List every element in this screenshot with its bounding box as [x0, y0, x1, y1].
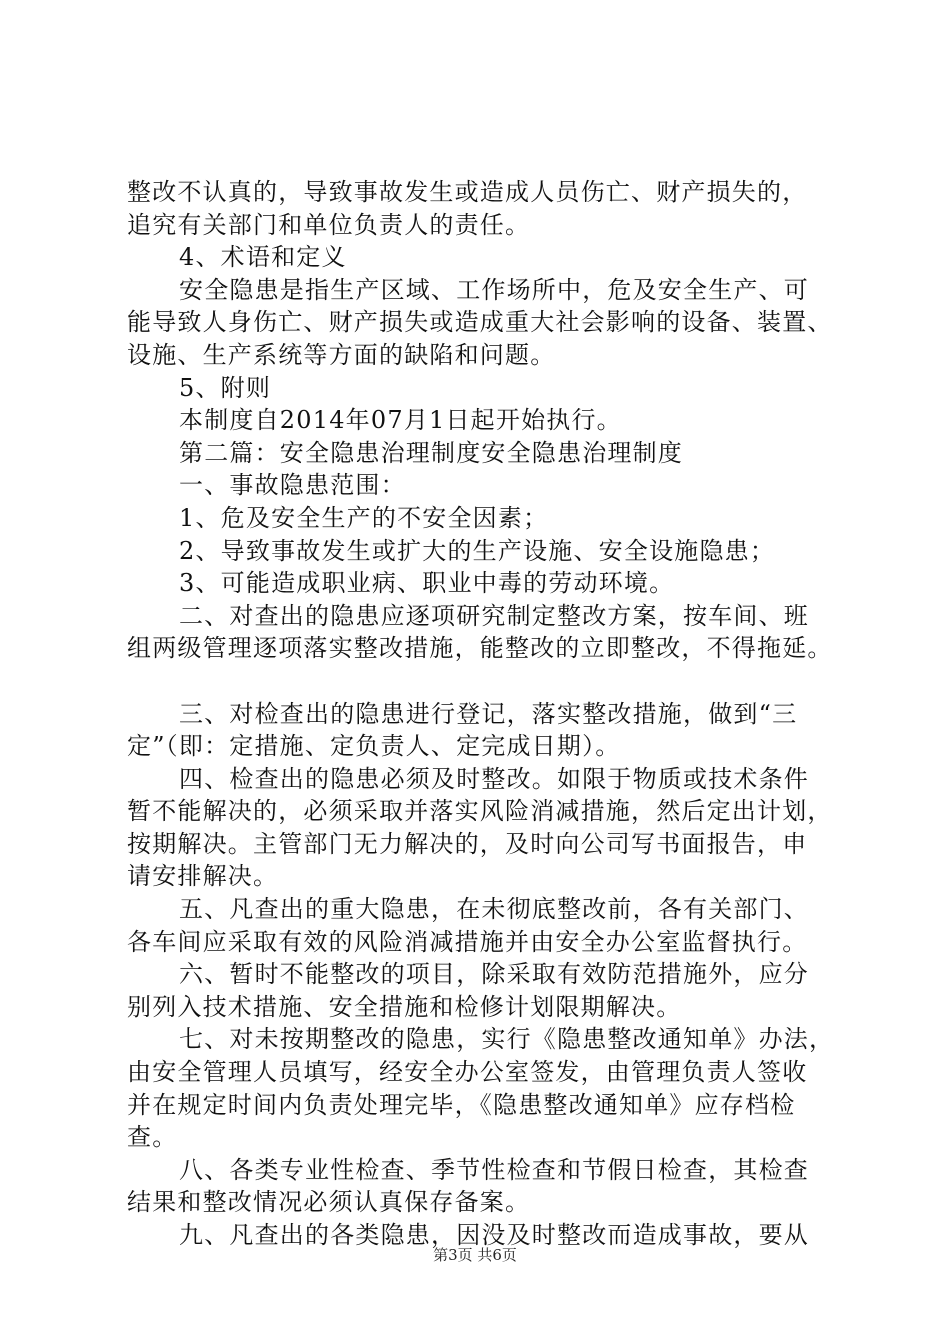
text-line: 八、各类专业性检查、季节性检查和节假日检查，其检查 [179, 1155, 809, 1184]
text-line: 5、附则 [179, 373, 272, 402]
text-line: 安全隐患是指生产区域、工作场所中，危及安全生产、可 [179, 275, 809, 304]
text-line: 二、对查出的隐患应逐项研究制定整改方案，按车间、班 [179, 601, 809, 630]
text-line: 4、术语和定义 [179, 243, 347, 272]
text-line: 能导致人身伤亡、财产损失或造成重大社会影响的设备、装置、 [127, 308, 833, 337]
text-line: 请安排解决。 [127, 862, 279, 891]
text-line: 2、导致事故发生或扩大的生产设施、安全设施隐患； [179, 536, 776, 565]
text-line: 三、对检查出的隐患进行登记，落实整改措施，做到“三 [179, 699, 798, 728]
text-line: 暂不能解决的，必须采取并落实风险消减措施，然后定出计划， [127, 797, 833, 826]
text-line: 按期解决。主管部门无力解决的，及时向公司写书面报告，申 [127, 829, 808, 858]
text-line: 设施、生产系统等方面的缺陷和问题。 [127, 340, 556, 369]
text-line: 由安全管理人员填写，经安全办公室签发，由管理负责人签收 [127, 1058, 808, 1087]
text-line: 整改不认真的，导致事故发生或造成人员伤亡、财产损失的， [127, 178, 808, 206]
document-body [127, 176, 847, 1252]
text-line: 并在规定时间内负责处理完毕，《隐患整改通知单》应存档检 [127, 1090, 796, 1119]
text-line: 别列入技术措施、安全措施和检修计划限期解决。 [127, 992, 682, 1021]
text-line: 第二篇：安全隐患治理制度安全隐患治理制度 [179, 438, 683, 467]
text-line: 结果和整改情况必须认真保存备案。 [127, 1188, 531, 1217]
text-line: 查。 [127, 1123, 178, 1152]
text-line: 各车间应采取有效的风险消减措施并由安全办公室监督执行。 [127, 927, 808, 956]
text-line: 六、暂时不能整改的项目，除采取有效防范措施外，应分 [179, 960, 809, 989]
text-line: 本制度自2014年07月1日起开始执行。 [179, 406, 622, 435]
blank-line [127, 665, 847, 698]
page-footer: 第3页 共6页 [433, 1246, 517, 1264]
text-line: 一、事故隐患范围： [179, 471, 406, 500]
text-line: 四、检查出的隐患必须及时整改。如限于物质或技术条件 [179, 764, 809, 793]
text-line: 追究有关部门和单位负责人的责任。 [127, 210, 531, 239]
text-line: 九、凡查出的各类隐患，因没及时整改而造成事故，要从 [179, 1221, 809, 1249]
text-line: 组两级管理逐项落实整改措施，能整改的立即整改，不得拖延。 [127, 634, 833, 663]
text-line: 定”（即：定措施、定负责人、定完成日期）。 [127, 732, 621, 761]
text-line: 七、对未按期整改的隐患，实行《隐患整改通知单》办法， [179, 1025, 835, 1054]
text-line: 3、可能造成职业病、职业中毒的劳动环境。 [179, 569, 675, 598]
text-line: 五、凡查出的重大隐患，在未彻底整改前，各有关部门、 [179, 895, 809, 924]
text-line: 1、危及安全生产的不安全因素； [179, 503, 549, 532]
